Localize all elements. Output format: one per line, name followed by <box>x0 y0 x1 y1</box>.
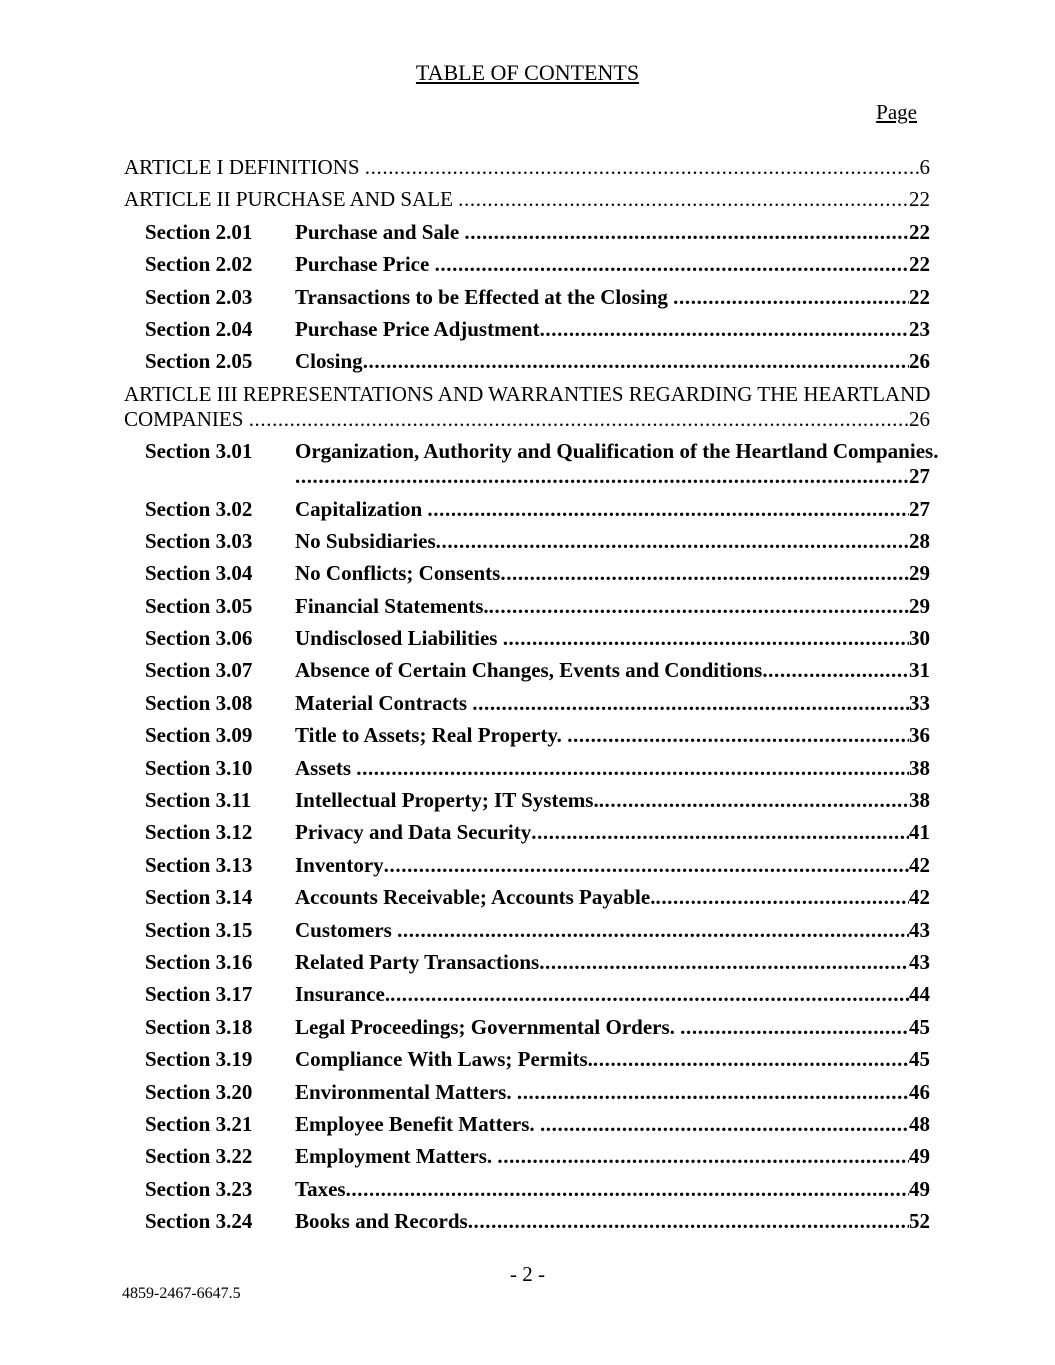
section-number: Section 3.01 <box>145 439 253 464</box>
leader-dots <box>435 252 909 277</box>
toc-entry <box>124 982 930 1007</box>
toc-entry <box>124 853 930 878</box>
section-title: Taxes <box>295 1176 346 1201</box>
section-number: Section 3.16 <box>145 949 253 974</box>
section-number: Section 3.15 <box>145 917 253 942</box>
toc-entry-row <box>145 349 930 374</box>
toc-entry <box>124 349 930 374</box>
toc-entry <box>124 252 930 277</box>
section-title: Purchase Price Adjustment <box>295 316 540 341</box>
page-number: 27 <box>909 496 930 521</box>
toc-entry <box>124 561 930 586</box>
toc-entry-row <box>145 317 930 342</box>
toc-entry-row <box>145 220 930 245</box>
section-number: Section 3.08 <box>145 690 253 715</box>
page-number: 45 <box>909 1047 930 1072</box>
leader-dots <box>472 691 909 716</box>
section-number: Section 3.19 <box>145 1047 253 1072</box>
section-title: Purchase and Sale <box>295 219 465 244</box>
page-number: 42 <box>909 852 930 877</box>
toc-entry <box>124 220 930 245</box>
section-number: Section 3.12 <box>145 820 253 845</box>
page-number: 48 <box>909 1111 930 1136</box>
toc-entry-row <box>124 407 930 432</box>
leader-dots <box>531 820 909 845</box>
page-number: 30 <box>909 626 930 651</box>
section-title: Environmental Matters. <box>295 1079 517 1104</box>
toc-entry-row <box>145 252 930 277</box>
toc-entry-row <box>145 691 930 716</box>
toc-entry <box>124 1015 930 1040</box>
toc-entry <box>124 1144 930 1169</box>
toc-entry-row <box>145 1112 930 1137</box>
toc-entry <box>124 187 930 212</box>
page-number: 43 <box>909 949 930 974</box>
toc-entry-row <box>145 626 930 651</box>
page-number: 38 <box>909 788 930 813</box>
toc-entry-row <box>145 788 930 813</box>
toc-entry-row <box>145 497 930 522</box>
leader-dots <box>427 497 909 522</box>
section-number: Section 3.02 <box>145 496 253 521</box>
leader-dots <box>517 1080 909 1105</box>
leader-dots <box>540 317 909 342</box>
toc-entry-row <box>145 439 939 464</box>
article-label: ARTICLE I DEFINITIONS <box>124 155 365 179</box>
leader-dots <box>468 1209 909 1234</box>
section-title: Title to Assets; Real Property. <box>295 723 568 748</box>
toc-entry-row <box>145 820 930 845</box>
toc-entry-row <box>145 885 930 910</box>
toc-entry <box>124 950 930 975</box>
section-number: Section 3.11 <box>145 788 252 813</box>
toc-entry <box>124 594 930 619</box>
toc-entry <box>124 723 930 748</box>
toc-entry-row <box>145 918 930 943</box>
section-title: Intellectual Property; IT Systems. <box>295 788 599 813</box>
toc-entry <box>124 1209 930 1234</box>
section-title: Compliance With Laws; Permits. <box>295 1047 593 1072</box>
section-number: Section 3.22 <box>145 1144 253 1169</box>
page-title-text: TABLE OF CONTENTS <box>415 60 640 85</box>
section-number: Section 3.04 <box>145 561 253 586</box>
page-number: 22 <box>909 284 930 309</box>
leader-dots <box>384 853 909 878</box>
page-number: 45 <box>909 1014 930 1039</box>
toc-entry <box>124 529 930 554</box>
page-number: 6 <box>919 155 930 179</box>
toc-entry <box>124 756 930 781</box>
section-title: Employment Matters. <box>295 1144 498 1169</box>
section-number: Section 3.07 <box>145 658 253 683</box>
page-number: 29 <box>909 561 930 586</box>
page-number: 29 <box>909 593 930 618</box>
toc-entry-row <box>145 1047 930 1072</box>
page-number: 49 <box>909 1144 930 1169</box>
toc-entry-row <box>145 1177 930 1202</box>
section-title: Legal Proceedings; Governmental Orders. <box>295 1014 681 1039</box>
section-number: Section 3.10 <box>145 755 253 780</box>
page-number: 23 <box>909 316 930 341</box>
section-number: Section 2.03 <box>145 284 253 309</box>
page-number: 22 <box>909 252 930 277</box>
page-number: 43 <box>909 917 930 942</box>
section-number: Section 3.13 <box>145 852 253 877</box>
page-number: 26 <box>909 349 930 374</box>
toc-entry-row <box>145 982 930 1007</box>
toc-entry <box>124 658 930 683</box>
page-number: 41 <box>909 820 930 845</box>
leader-dots <box>599 788 909 813</box>
toc-entry <box>124 918 930 943</box>
toc-entry <box>124 626 930 651</box>
toc-entry-row <box>145 658 930 683</box>
toc-entry-row <box>145 464 930 489</box>
leader-dots <box>503 626 909 651</box>
leader-dots <box>489 594 909 619</box>
leader-dots <box>249 407 909 432</box>
page-number: 42 <box>909 885 930 910</box>
toc-entry <box>124 885 930 910</box>
section-title: Capitalization <box>295 496 428 521</box>
leader-dots <box>500 561 909 586</box>
toc-entry-row <box>145 1080 930 1105</box>
toc-entry-row <box>145 1015 930 1040</box>
toc-entry <box>124 155 930 180</box>
leader-dots <box>464 220 909 245</box>
page-number: 22 <box>909 219 930 244</box>
leader-dots <box>567 723 909 748</box>
section-title: Transactions to be Effected at the Closing <box>295 284 674 309</box>
section-number: Section 3.14 <box>145 885 253 910</box>
page-number: 38 <box>909 755 930 780</box>
article-label-line2: COMPANIES <box>124 406 249 431</box>
page-number: 46 <box>909 1079 930 1104</box>
leader-dots <box>397 918 909 943</box>
leader-dots <box>365 155 920 180</box>
toc-entry <box>124 820 930 845</box>
article-label: ARTICLE II PURCHASE AND SALE <box>124 187 459 212</box>
table-of-contents <box>124 155 939 1242</box>
section-title: Books and Records <box>295 1209 468 1234</box>
leader-dots <box>436 529 909 554</box>
leader-dots <box>295 464 909 489</box>
toc-entry-row <box>145 561 930 586</box>
page-number: 26 <box>909 406 930 431</box>
document-id: 4859-2467-6647.5 <box>122 1285 241 1302</box>
article-label-line1: ARTICLE III REPRESENTATIONS AND WARRANTIES REGARDING THE HEARTLAND <box>124 381 931 406</box>
section-title: Closing <box>295 349 363 374</box>
toc-entry-row <box>145 594 930 619</box>
toc-entry-row <box>145 1209 930 1234</box>
toc-entry-row <box>145 1144 930 1169</box>
section-title: Undisclosed Liabilities <box>295 626 503 651</box>
section-number: Section 2.01 <box>145 219 253 244</box>
section-number: Section 3.09 <box>145 723 253 748</box>
section-title: Material Contracts <box>295 690 473 715</box>
section-title: Privacy and Data Security <box>295 820 532 845</box>
section-title: Assets <box>295 755 357 780</box>
leader-dots <box>673 285 909 310</box>
leader-dots <box>593 1047 909 1072</box>
toc-entry <box>124 439 939 489</box>
section-title: No Conflicts; Consents <box>295 561 501 586</box>
toc-entry-row <box>124 187 930 212</box>
leader-dots <box>356 756 909 781</box>
toc-entry-row <box>145 285 930 310</box>
leader-dots <box>680 1015 909 1040</box>
section-number: Section 3.20 <box>145 1079 253 1104</box>
toc-entry <box>124 285 930 310</box>
page-column-header: Page <box>876 100 917 124</box>
toc-entry <box>124 1177 930 1202</box>
toc-entry-row <box>145 529 930 554</box>
leader-dots <box>363 349 909 374</box>
toc-entry <box>124 382 930 432</box>
toc-entry-row <box>145 723 930 748</box>
toc-entry <box>124 1047 930 1072</box>
section-title: Inventory <box>295 852 384 877</box>
toc-entry <box>124 788 930 813</box>
section-number: Section 3.06 <box>145 626 253 651</box>
leader-dots <box>540 1112 909 1137</box>
section-title: Financial Statements. <box>295 593 489 618</box>
footer-page-number: - 2 - <box>510 1262 545 1286</box>
toc-entry <box>124 1112 930 1137</box>
page-title <box>0 60 1055 86</box>
section-title: Related Party Transactions <box>295 949 540 974</box>
section-title: Accounts Receivable; Accounts Payable. <box>295 885 656 910</box>
page-number: 31 <box>909 658 930 683</box>
toc-entry-row <box>145 853 930 878</box>
page-number: 28 <box>909 528 930 553</box>
section-number: Section 2.04 <box>145 316 253 341</box>
leader-dots <box>497 1144 909 1169</box>
section-title: Employee Benefit Matters. <box>295 1111 540 1136</box>
toc-entry <box>124 497 930 522</box>
section-number: Section 3.24 <box>145 1209 253 1234</box>
section-title: Organization, Authority and Qualification of the Heartland Companies. <box>295 439 939 464</box>
page-number: 36 <box>909 723 930 748</box>
leader-dots <box>762 658 909 683</box>
section-number: Section 3.23 <box>145 1176 253 1201</box>
leader-dots <box>458 187 909 212</box>
section-title: Insurance. <box>295 982 391 1007</box>
leader-dots <box>390 982 909 1007</box>
section-number: Section 3.03 <box>145 528 253 553</box>
page-number: 22 <box>909 187 930 212</box>
section-title: No Subsidiaries <box>295 528 436 553</box>
section-number: Section 3.05 <box>145 593 253 618</box>
section-title: Purchase Price <box>295 252 435 277</box>
toc-entry-row <box>145 756 930 781</box>
page-number: 33 <box>909 690 930 715</box>
section-number: Section 2.05 <box>145 349 253 374</box>
section-number: Section 3.18 <box>145 1014 253 1039</box>
page-number: 27 <box>909 464 930 489</box>
leader-dots <box>539 950 909 975</box>
section-number: Section 2.02 <box>145 252 253 277</box>
page-number: 44 <box>909 982 930 1007</box>
section-number: Section 3.21 <box>145 1111 253 1136</box>
toc-entry <box>124 1080 930 1105</box>
leader-dots <box>655 885 909 910</box>
toc-entry-row <box>145 950 930 975</box>
section-title: Absence of Certain Changes, Events and Conditions <box>295 658 763 683</box>
toc-entry-row <box>124 155 930 180</box>
section-title: Customers <box>295 917 398 942</box>
page-number: 52 <box>909 1209 930 1234</box>
toc-entry <box>124 317 930 342</box>
section-number: Section 3.17 <box>145 982 253 1007</box>
page-number: 49 <box>909 1176 930 1201</box>
toc-entry <box>124 691 930 716</box>
leader-dots <box>346 1177 909 1202</box>
